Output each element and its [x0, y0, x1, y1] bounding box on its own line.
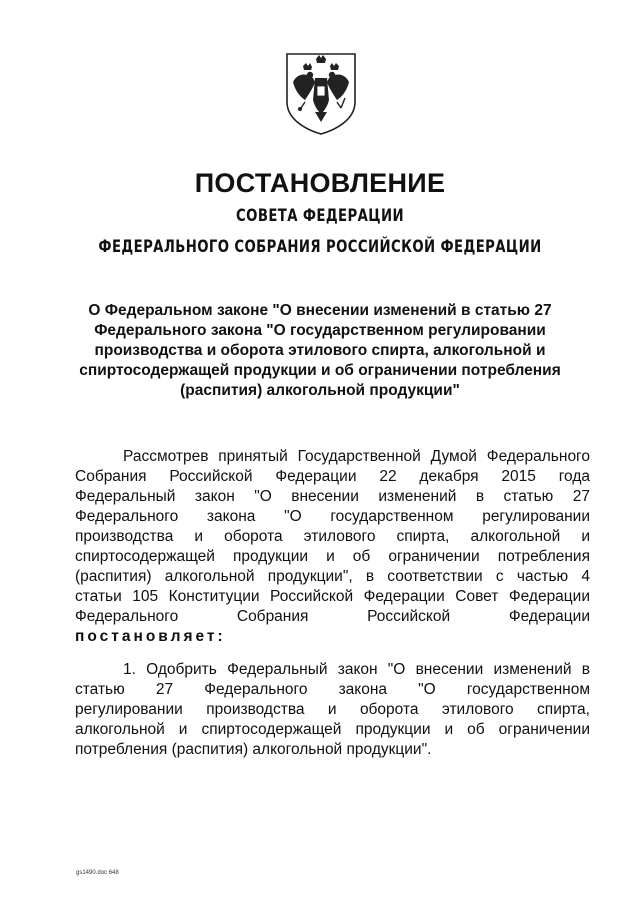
paragraph-line: статьи 105 Конституции Российской Федерации Совет Федерации [75, 588, 590, 605]
paragraph-line: Собрания Российской Федерации 22 декабря 2015 года [75, 468, 590, 485]
paragraph-line: 1. Одобрить Федеральный закон "О внесении изменений в [123, 661, 590, 678]
document-subject [60, 301, 580, 401]
preamble-paragraph [75, 447, 590, 647]
paragraph-line: алкогольной и спиртосодержащей продукции и об ограничении [75, 721, 590, 738]
subject-line: спиртосодержащей продукции и об ограничении потребления [79, 362, 561, 379]
paragraph-line: спиртосодержащей продукции и об ограничении потребления [75, 548, 590, 565]
issuing-body-line-1: СОВЕТА ФЕДЕРАЦИИ [236, 206, 404, 226]
paragraph-line: Федеральный закон "О внесении изменений в статью 27 [75, 488, 590, 505]
issuing-body-line-2: ФЕДЕРАЛЬНОГО СОБРАНИЯ РОССИЙСКОЙ ФЕДЕРАЦИИ [98, 237, 542, 257]
subject-line: (распития) алкогольной продукции" [180, 382, 460, 399]
document-title: ПОСТАНОВЛЕНИЕ [194, 168, 446, 198]
coat-of-arms-icon [283, 50, 359, 136]
paragraph-line: Федерального Собрания Российской Федерации [75, 608, 590, 625]
paragraph-line: Рассмотрев принятый Государственной Думой Федерального [123, 448, 590, 465]
paragraph-line: статью 27 Федерального закона "О государственном [75, 681, 590, 698]
subject-line: производства и оборота этилового спирта, алкогольной и [94, 342, 546, 359]
subject-line: О Федеральном законе "О внесении изменений в статью 27 [88, 302, 552, 319]
paragraph-line: производства и оборота этилового спирта, алкогольной и [75, 528, 590, 545]
paragraph-line: Федерального закона "О государственном регулировании [75, 508, 590, 525]
paragraph-line: регулировании производства и оборота этилового спирта, [75, 701, 590, 718]
paragraph-line: (распития) алкогольной продукции", в соответствии с частью 4 [75, 568, 590, 585]
subject-line: Федерального закона "О государственном регулировании [94, 322, 546, 339]
document-footer-code: gs1490.doc 648 [76, 870, 119, 876]
resolution-keyword: постановляет: [75, 628, 226, 645]
clause-1-paragraph [75, 660, 590, 760]
paragraph-line: потребления (распития) алкогольной продукции". [75, 741, 432, 758]
